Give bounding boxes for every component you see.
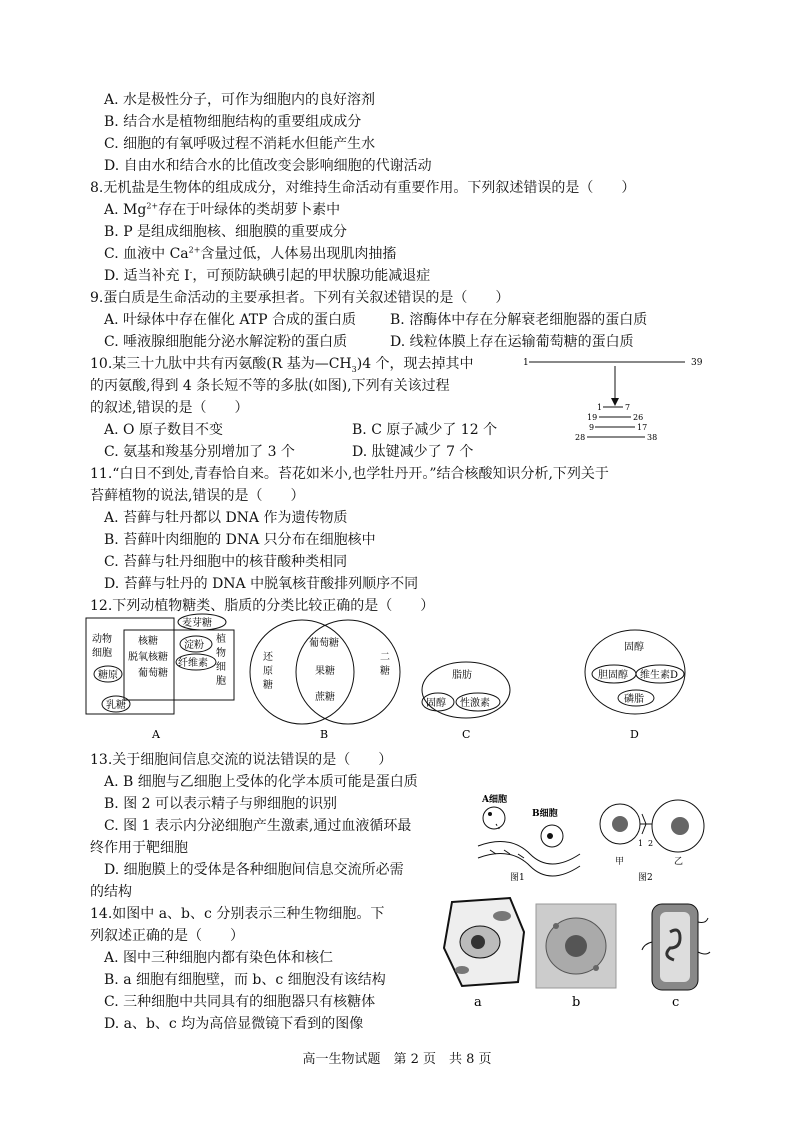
q13-option-c-line1: C. 图 1 表示内分泌细胞产生激素,通过血液循环最 (104, 818, 412, 834)
q10-option-b: B. C 原子减少了 12 个 (352, 422, 498, 438)
fig-a-dianfen: 淀粉 (184, 640, 204, 651)
seg4-start: 28 (575, 433, 586, 442)
q9-option-b: B. 溶酶体中存在分解衰老细胞器的蛋白质 (390, 312, 648, 328)
q13-option-c-line2: 终作用于靶细胞 (90, 840, 188, 856)
q13-figures (470, 784, 710, 884)
fig2-num-1: 1 (638, 839, 644, 848)
plant-cell-a (444, 898, 524, 1010)
fig2-caption: 图2 (638, 873, 653, 883)
q8-stem: 8.无机盐是生物体的组成成分，对维持生命活动有重要作用。下列叙述错误的是（ ） (90, 180, 636, 196)
fig-a-center-3: 葡萄糖 (138, 668, 168, 679)
seg1-end: 7 (625, 403, 631, 412)
q12-stem: 12.下列动植物糖类、脂质的分类比较正确的是（ ） (90, 598, 435, 614)
fig-d-in3: 磷脂 (624, 694, 644, 705)
fig-b-left-1: 还 (263, 652, 273, 663)
fig-c-in2: 性激素 (460, 698, 490, 709)
fig-c-in1: 固醇 (426, 698, 446, 709)
q12-figures (80, 612, 710, 747)
fig-a-center-1: 核糖 (138, 636, 158, 647)
q14-stem-line1: 14.如图中 a、b、c 分别表示三种生物细胞。下 (90, 906, 385, 922)
seg4-end: 38 (647, 433, 658, 442)
q8-option-d: D. 适当补充 I-，可预防缺碘引起的甲状腺功能减退症 (104, 267, 431, 284)
fig-d-label: D (630, 728, 639, 741)
fig-d-in2: 维生素D (640, 670, 679, 681)
q8-option-b: B. P 是组成细胞核、细胞膜的重要成分 (104, 224, 348, 240)
fig-a-center-2: 脱氧核糖 (128, 652, 168, 663)
fig-b-item-3: 蔗糖 (315, 692, 335, 703)
fig-a-plant-4: 胞 (216, 676, 226, 687)
fig2-num-2: 2 (648, 839, 654, 848)
figure-d (585, 630, 685, 741)
fig-b-item-2: 果糖 (315, 666, 335, 677)
seg2-end: 26 (633, 413, 644, 422)
q11-option-b: B. 苔藓叶肉细胞的 DNA 只分布在细胞核中 (104, 532, 376, 548)
seg3-end: 17 (637, 423, 648, 432)
q10-option-c: C. 氨基和羧基分别增加了 3 个 (104, 444, 295, 460)
seg1-start: 1 (597, 403, 603, 412)
q13-option-d-line2: 的结构 (90, 884, 132, 900)
q13-stem: 13.关于细胞间信息交流的说法错误的是（ ） (90, 752, 393, 768)
q14-stem-line2: 列叙述正确的是（ ） (90, 928, 244, 944)
fig2-yi: 乙 (674, 857, 684, 867)
peptide-top-start: 1 (523, 358, 529, 368)
figure-a (86, 614, 234, 741)
seg2-start: 19 (587, 413, 598, 422)
q7-option-d: D. 自由水和结合水的比值改变会影响细胞的代谢活动 (104, 158, 432, 174)
q9-option-c: C. 唾液腺细胞能分泌水解淀粉的蛋白质 (104, 334, 348, 350)
fig-a-label: A (152, 728, 160, 741)
q7-option-a: A. 水是极性分子，可作为细胞内的良好溶剂 (104, 92, 376, 108)
figure-b (250, 620, 400, 741)
fig-b-left-2: 原 (263, 666, 273, 677)
q10-stem-line2: 的丙氨酸,得到 4 条长短不等的多肽(如图),下列有关该过程 (90, 378, 450, 394)
figure-c (422, 662, 510, 741)
fig-a-plant-1: 植 (216, 634, 226, 645)
q14-figures (432, 892, 722, 1042)
q10-option-d: D. 肽键减少了 7 个 (352, 444, 474, 460)
q13-option-d-line1: D. 细胞膜上的受体是各种细胞间信息交流所必需 (104, 862, 404, 878)
fig-b-left-3: 糖 (263, 680, 273, 691)
q9-option-a: A. 叶绿体中存在催化 ATP 合成的蛋白质 (104, 312, 357, 328)
seg3-start: 9 (589, 423, 595, 432)
fig-d-in1: 胆固醇 (598, 670, 628, 681)
fig-c-label: C (462, 728, 471, 741)
q14-option-a: A. 图中三种细胞内都有染色体和核仁 (104, 950, 334, 966)
fig-a-tangyuan: 糖原 (98, 670, 118, 681)
q10-stem-line1: 10.某三十九肽中共有丙氨酸(R 基为$—CH_3)4$ 个，现去掉其中 (90, 356, 474, 374)
q7-option-c: C. 细胞的有氧呼吸过程不消耗水但能产生水 (104, 136, 376, 152)
q14-option-c: C. 三种细胞中共同具有的细胞器只有核糖体 (104, 994, 376, 1010)
fig-a-xianwei: 纤维素 (178, 658, 208, 669)
fig-b-item-1: 葡萄糖 (309, 638, 339, 649)
q11-stem-line1: 11.“白日不到处,青春恰自来。苔花如米小,也学牡丹开。”结合核酸知识分析,下列关于 (90, 466, 609, 482)
q8-option-a: A. $Mg^{2+}$存在于叶绿体的类胡萝卜素中 (104, 201, 341, 218)
arrow-head (611, 398, 619, 406)
q11-option-d: D. 苔藓与牡丹的 DNA 中脱氧核苷酸排列顺序不同 (104, 576, 419, 592)
fig-a-animal-2: 细胞 (92, 648, 112, 659)
q9-option-d: D. 线粒体膜上存在运输葡萄糖的蛋白质 (390, 334, 634, 350)
fig-b-right-2: 糖 (380, 666, 390, 677)
fig-a-caption: a (474, 995, 482, 1010)
bacterium-c (642, 904, 710, 1010)
fig-d-outer: 固醇 (624, 642, 644, 653)
fig-a-animal-1: 动物 (92, 634, 112, 645)
fig-c-outer: 脂肪 (452, 670, 472, 681)
fig2-jia: 甲 (615, 857, 625, 867)
q14-option-b: B. a 细胞有细胞壁，而 b、c 细胞没有该结构 (104, 972, 386, 988)
cell-a-label: A细胞 (482, 795, 507, 805)
q11-stem-line2: 苔藓植物的说法,错误的是（ ） (90, 488, 305, 504)
q8-option-c: C. 血液中 $Ca^{2+}$含量过低，人体易出现肌肉抽搐 (104, 245, 397, 262)
q10-stem-line3: 的叙述,错误的是（ ） (90, 400, 249, 416)
fig1-caption: 图1 (510, 873, 525, 883)
q9-stem: 9.蛋白质是生命活动的主要承担者。下列有关叙述错误的是（ ） (90, 290, 510, 306)
fig-b-label: B (320, 728, 329, 741)
fig-c-caption: c (672, 995, 680, 1010)
cell-b-label: B细胞 (532, 809, 558, 819)
peptide-top-end: 39 (691, 358, 703, 368)
q10-option-a: A. O 原子数目不变 (104, 422, 223, 438)
fig-a-rutang: 乳糖 (106, 700, 126, 711)
fig-a-maiya: 麦芽糖 (182, 618, 212, 629)
fig-a-plant-3: 细 (216, 662, 226, 673)
q7-option-b: B. 结合水是植物细胞结构的重要组成成分 (104, 114, 362, 130)
fig-b-caption: b (572, 995, 581, 1010)
q11-option-a: A. 苔藓与牡丹都以 DNA 作为遗传物质 (104, 510, 348, 526)
peptide-figure (515, 350, 715, 450)
q13-option-a: A. B 细胞与乙细胞上受体的化学本质可能是蛋白质 (104, 774, 418, 790)
fig-b-right-1: 二 (380, 652, 390, 663)
q11-option-c: C. 苔藓与牡丹细胞中的核苷酸种类相同 (104, 554, 348, 570)
page-footer: 高一生物试题 第 2 页 共 8 页 (302, 1052, 492, 1067)
fig-a-plant-2: 物 (216, 648, 226, 659)
animal-cell-b (536, 904, 616, 1010)
q14-option-d: D. a、b、c 均为高倍显微镜下看到的图像 (104, 1016, 364, 1032)
q13-option-b: B. 图 2 可以表示精子与卵细胞的识别 (104, 796, 337, 812)
